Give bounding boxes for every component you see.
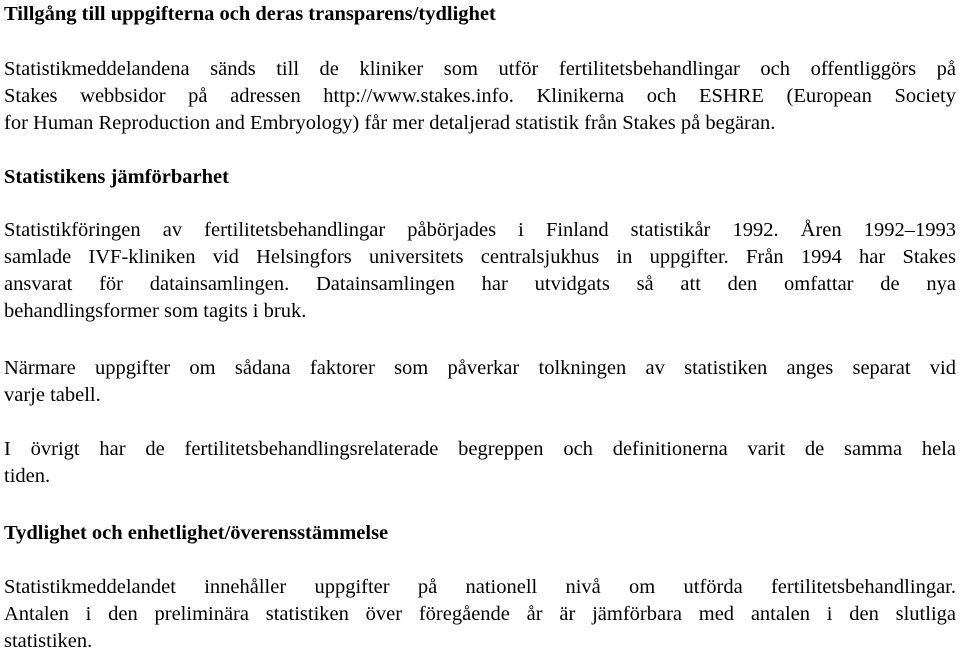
paragraph-line: statistiken. bbox=[4, 630, 93, 652]
paragraph-clarity bbox=[4, 574, 956, 655]
paragraph-line: Statistikmeddelandena sänds till de kliniker som utför fertilitetsbehandlingar och offentliggörs på bbox=[4, 58, 956, 80]
paragraph-line: ansvarat för datainsamlingen. Datainsamlingen har utvidgats så att den omfattar de nya bbox=[4, 273, 956, 295]
paragraph-comparability-history bbox=[4, 217, 956, 325]
paragraph-line: Närmare uppgifter om sådana faktorer som påverkar tolkningen av statistiken anges separat vid bbox=[4, 357, 956, 379]
paragraph-line: Statistikföringen av fertilitetsbehandlingar påbörjades i Finland statistikår 1992. Åren 1992–1993 bbox=[4, 219, 956, 241]
paragraph-line: varje tabell. bbox=[4, 384, 101, 406]
paragraph-line: samlade IVF-kliniken vid Helsingfors universitets centralsjukhus in uppgifter. Från 1994 har Stakes bbox=[4, 246, 956, 268]
paragraph-comparability-concepts bbox=[4, 436, 956, 490]
paragraph-line: Statistikmeddelandet innehåller uppgifter på nationell nivå om utförda fertilitetsbehandlingar. bbox=[4, 576, 956, 598]
paragraph-line: Stakes webbsidor på adressen http://www.stakes.info. Klinikerna och ESHRE (European Society bbox=[4, 85, 956, 107]
paragraph-line: I övrigt har de fertilitetsbehandlingsrelaterade begreppen och definitionerna varit de samma hela bbox=[4, 438, 956, 460]
paragraph-line: behandlingsformer som tagits i bruk. bbox=[4, 300, 307, 322]
section-heading-access: Tillgång till uppgifterna och deras transparens/tydlighet bbox=[4, 3, 496, 25]
paragraph-access bbox=[4, 56, 956, 137]
paragraph-line: for Human Reproduction and Embryology) får mer detaljerad statistik från Stakes på begäran. bbox=[4, 112, 776, 134]
section-heading-comparability: Statistikens jämförbarhet bbox=[4, 166, 229, 188]
paragraph-line: tiden. bbox=[4, 465, 51, 487]
paragraph-comparability-tables bbox=[4, 355, 956, 409]
paragraph-line: Antalen i den preliminära statistiken över föregående år är jämförbara med antalen i den slutliga bbox=[4, 603, 956, 625]
section-heading-clarity: Tydlighet och enhetlighet/överensstämmelse bbox=[4, 522, 389, 544]
